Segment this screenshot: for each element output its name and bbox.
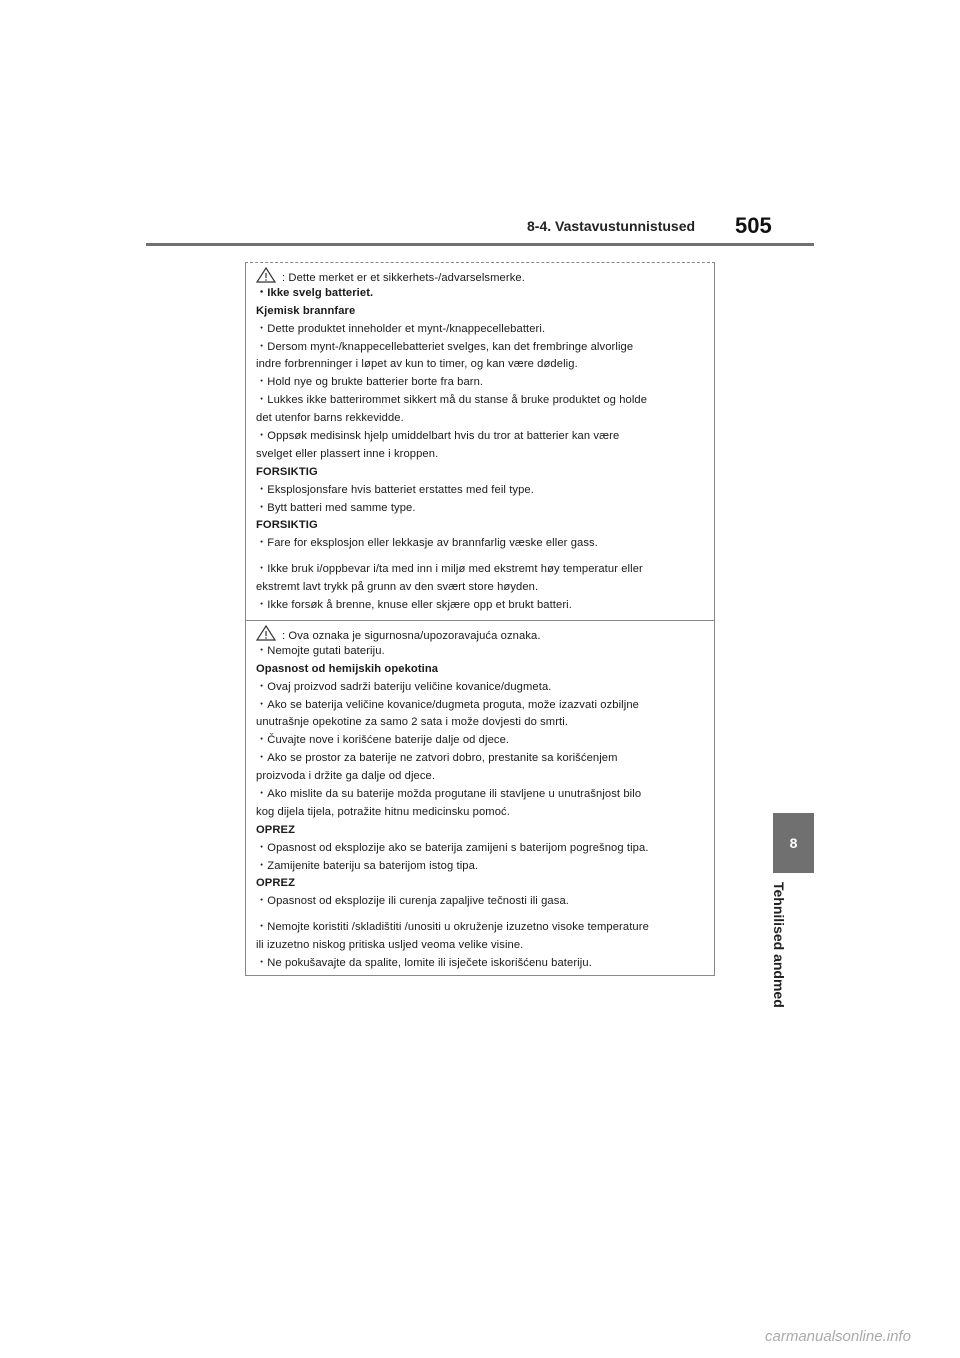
- croatian-warning-box: [245, 620, 715, 976]
- line: ・Oppsøk medisinsk hjelp umiddelbart hvis du tror at batterier kan være: [256, 430, 620, 443]
- line: svelget eller plassert inne i kroppen.: [256, 447, 439, 460]
- line: ・Dersom mynt-/knappecellebatteriet svelges, kan det frembringe alvorlige: [256, 340, 634, 353]
- section-title: 8-4. Vastavustunnistused: [527, 218, 696, 234]
- line: ・Eksplosjonsfare hvis batteriet erstattes med feil type.: [256, 483, 534, 496]
- line: ・Hold nye og brukte batterier borte fra barn.: [256, 376, 484, 389]
- line: ・Lukkes ikke batterirommet sikkert må du stanse å bruke produktet og holde: [256, 394, 648, 407]
- croatian-intro: : Ova oznaka je sigurnosna/upozoravajuća oznaka.: [282, 630, 541, 642]
- watermark: carmanualsonline.info: [765, 1328, 911, 1345]
- line: ・Ne pokušavajte da spalite, lomite ili isječete iskorišćenu bateriju.: [256, 957, 592, 970]
- line: ・Fare for eksplosjon eller lekkasje av brannfarlig væske eller gass.: [256, 537, 598, 550]
- line: ・Čuvajte nove i korišćene baterije dalje od djece.: [256, 734, 510, 747]
- line: ・Ako se prostor za baterije ne zatvori dobro, prestanite sa korišćenjem: [256, 752, 618, 765]
- heading: OPREZ: [256, 823, 296, 836]
- line: ・Ikke forsøk å brenne, knuse eller skjære opp et brukt batteri.: [256, 599, 572, 612]
- chapter-side-label-text: Tehnilised andmed: [771, 882, 787, 1008]
- line: det utenfor barns rekkevidde.: [256, 412, 404, 425]
- line: ・Ovaj proizvod sadrži bateriju veličine kovanice/dugmeta.: [256, 680, 552, 693]
- chapter-tab: 8: [773, 813, 814, 873]
- line: ・Nemojte gutati bateriju.: [256, 644, 385, 657]
- line: indre forbrenninger i løpet av kun to timer, og kan være dødelig.: [256, 358, 578, 371]
- line: ・Ikke svelg batteriet.: [256, 286, 374, 299]
- line: ・Nemojte koristiti /skladištiti /unositi u okruženje izuzetno visoke temperature: [256, 921, 649, 934]
- line: ・Ikke bruk i/oppbevar i/ta med inn i miljø med ekstremt høy temperatur eller: [256, 563, 643, 576]
- norwegian-warning-box: [245, 262, 715, 621]
- heading: FORSIKTIG: [256, 519, 318, 532]
- line: unutrašnje opekotine za samo 2 sata i može dovjesti do smrti.: [256, 716, 569, 729]
- line: ekstremt lavt trykk på grunn av den svært store høyden.: [256, 581, 539, 594]
- line: ・Bytt batteri med samme type.: [256, 501, 416, 514]
- line: ・Zamijenite bateriju sa baterijom istog tipa.: [256, 859, 479, 872]
- norwegian-intro: : Dette merket er et sikkerhets-/advarselsmerke.: [282, 272, 525, 284]
- page-number: 505: [735, 213, 772, 238]
- heading: FORSIKTIG: [256, 465, 318, 478]
- line: kog dijela tijela, potražite hitnu medicinsku pomoć.: [256, 805, 510, 818]
- heading: OPREZ: [256, 877, 296, 890]
- line: ・Ako se baterija veličine kovanice/dugmeta proguta, može izazvati ozbiljne: [256, 698, 639, 711]
- chapter-side-label: [771, 882, 806, 1032]
- line: ・Opasnost od eksplozije ili curenja zapaljive tečnosti ili gasa.: [256, 895, 569, 908]
- line: ili izuzetno niskog pritiska usljed veoma velike visine.: [256, 939, 524, 952]
- line: ・Dette produktet inneholder et mynt-/knappecellebatteri.: [256, 322, 546, 335]
- line: ・Ako mislite da su baterije možda progutane ili stavljene u unutrašnjost bilo: [256, 788, 642, 801]
- line: proizvoda i držite ga dalje od djece.: [256, 770, 436, 783]
- heading: Opasnost od hemijskih opekotina: [256, 662, 439, 675]
- header-rule: [146, 243, 814, 246]
- line: ・Opasnost od eksplozije ako se baterija zamijeni s baterijom pogrešnog tipa.: [256, 841, 649, 854]
- heading: Kjemisk brannfare: [256, 304, 356, 317]
